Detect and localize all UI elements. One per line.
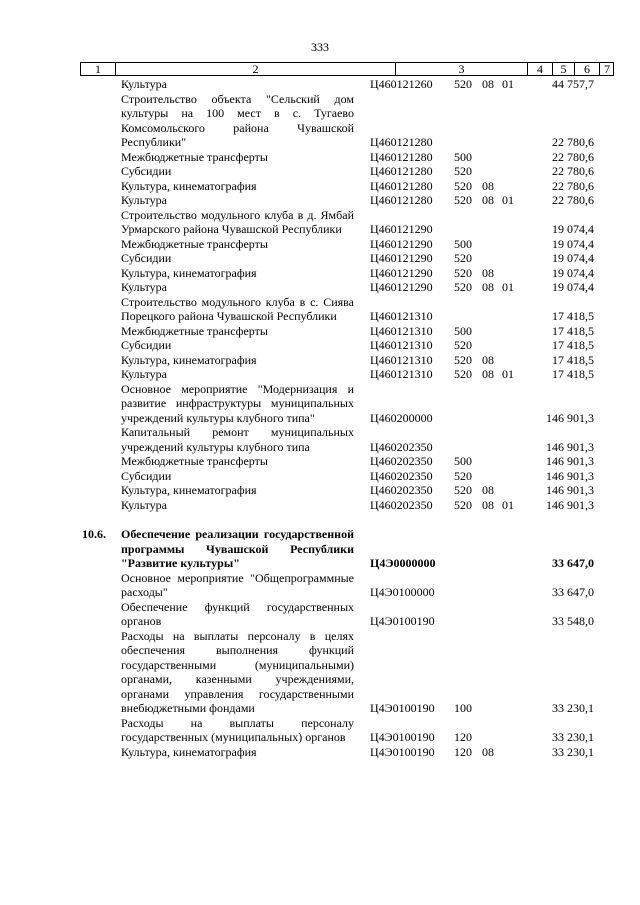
table-row [0,324,640,339]
row-vr: 01 [502,77,514,91]
row-rz: 520 [454,280,472,294]
row-name: Межбюджетные трансферты [121,149,268,164]
table-row [0,454,640,469]
table-row [0,498,640,513]
row-sum: 33 647,0 [552,585,594,599]
row-pr: 08 [482,280,494,294]
table-row [0,193,640,208]
table-row [0,571,640,600]
row-name: Субсидии [121,164,172,178]
row-code: Ц460121280 [370,135,433,149]
row-rz: 520 [454,367,472,381]
row-vr: 01 [502,193,514,207]
row-code: Ц4Э0100000 [370,585,435,599]
row-sum: 146 901,3 [546,454,594,468]
table-row [0,367,640,382]
row-name: Основное мероприятие "Общепрограммные расходы" [121,570,354,599]
row-code: Ц460121280 [370,193,433,207]
row-code: Ц4Э0100190 [370,744,435,759]
row-pr: 08 [482,193,494,207]
budget-rows-program [0,571,640,760]
row-name: Культура, кинематография [121,178,257,193]
table-row [0,237,640,252]
table-row [0,469,640,484]
row-code: Ц460202350 [370,439,433,454]
row-sum: 33 230,1 [552,701,594,715]
row-code: Ц460121310 [370,309,433,323]
row-vr: 01 [502,367,514,381]
row-name: Межбюджетные трансферты [121,323,268,338]
row-code: Ц460202350 [370,468,433,483]
row-code: Ц460121280 [370,178,433,193]
row-name: Культура [121,193,167,207]
row-sum: 19 074,4 [552,251,594,265]
row-rz: 520 [454,352,472,367]
row-sum: 19 074,4 [552,222,594,236]
row-name: Основное мероприятие "Модернизация и развитие инфраструктуры муниципальных учреждений культуры клубного типа" [121,381,354,425]
row-name: Культура [121,77,167,91]
table-row [0,745,640,760]
row-sum: 22 780,6 [552,149,594,164]
header-col-2: 2 [116,63,396,75]
table-row [0,338,640,353]
table-row [0,600,640,629]
section-name: Обеспечение реализации государственной программы Чувашской Республики "Развитие культуры" [121,527,354,570]
row-code: Ц460121280 [370,164,433,178]
table-header [80,62,614,76]
header-col-5: 5 [553,63,575,75]
row-sum: 17 418,5 [552,323,594,338]
row-rz: 500 [454,454,472,468]
row-code: Ц460202350 [370,497,433,512]
row-pr: 08 [482,77,494,91]
row-sum: 22 780,6 [552,193,594,207]
row-sum: 44 757,7 [552,77,594,91]
row-code: Ц4Э0100190 [370,614,435,628]
row-pr: 08 [482,178,494,193]
row-name: Культура, кинематография [121,483,257,497]
row-sum: 33 230,1 [552,744,594,759]
row-pr: 08 [482,497,494,512]
table-row [0,92,640,150]
row-sum: 146 901,3 [546,483,594,497]
section-code: Ц4Э0000000 [370,556,436,570]
row-sum: 22 780,6 [552,178,594,193]
table-row [0,483,640,498]
row-rz: 520 [454,497,472,512]
row-name: Субсидии [121,468,172,483]
row-code: Ц4Э0100190 [370,730,435,744]
row-name: Культура, кинематография [121,352,257,367]
row-name: Расходы на выплаты персоналу в целях обеспечения выполнения функций государственными (муниципальными) органами, казенными учреждениями, органами управления государственными внебюджетными фондами [121,628,354,715]
row-rz: 500 [454,236,472,251]
row-name: Строительство модульного клуба в д. Ямбай Урмарского района Чувашской Республики [121,207,354,236]
row-name: Культура [121,497,167,512]
section-row [0,527,640,571]
row-code: Ц460121290 [370,251,433,265]
row-code: Ц460202350 [370,483,433,497]
row-rz: 520 [454,251,472,265]
row-code: Ц460200000 [370,410,433,425]
table-row [0,425,640,454]
row-sum: 17 418,5 [552,309,594,323]
row-sum: 146 901,3 [546,468,594,483]
row-name: Культура [121,280,167,294]
row-pr: 08 [482,483,494,497]
row-rz: 520 [454,265,472,280]
budget-table-body [0,77,640,759]
row-sum: 19 074,4 [552,265,594,280]
row-rz: 520 [454,193,472,207]
row-sum: 146 901,3 [546,410,594,425]
budget-rows-culture [0,77,640,512]
row-name: Культура [121,367,167,381]
row-rz: 120 [454,744,472,759]
section-sum: 33 647,0 [552,556,594,570]
row-name: Расходы на выплаты персоналу государственных (муниципальных) органов [121,715,354,744]
row-rz: 500 [454,323,472,338]
row-name: Строительство модульного клуба в с. Сиява Порецкого района Чувашской Республики [121,294,354,323]
row-code: Ц460121290 [370,236,433,251]
row-sum: 17 418,5 [552,338,594,352]
row-sum: 17 418,5 [552,367,594,381]
table-row [0,77,640,92]
table-row [0,266,640,281]
row-pr: 08 [482,744,494,759]
row-name: Капитальный ремонт муниципальных учреждений культуры клубного типа [121,425,354,454]
row-pr: 08 [482,352,494,367]
row-name: Культура, кинематография [121,265,257,280]
row-sum: 22 780,6 [552,164,594,178]
row-rz: 520 [454,77,472,91]
row-name: Строительство объекта "Сельский дом культуры на 100 мест в с. Тугаево Комсомольского района Чувашской Республики" [121,91,354,149]
row-name: Субсидии [121,338,172,352]
row-rz: 520 [454,164,472,178]
row-code: Ц460121280 [370,149,433,164]
table-row [0,280,640,295]
table-row [0,150,640,165]
row-name: Культура, кинематография [121,744,257,759]
row-sum: 22 780,6 [552,135,594,149]
row-code: Ц460121310 [370,352,433,367]
row-pr: 08 [482,265,494,280]
table-row [0,179,640,194]
table-row [0,164,640,179]
row-name: Межбюджетные трансферты [121,236,268,251]
table-row [0,208,640,237]
row-code: Ц460121290 [370,280,433,294]
header-col-6: 6 [575,63,600,75]
header-col-7: 7 [604,62,610,76]
page-number: 333 [311,40,329,54]
row-code: Ц460121310 [370,338,433,352]
row-vr: 01 [502,280,514,294]
row-sum: 33 548,0 [552,614,594,628]
table-row [0,295,640,324]
header-col-1: 1 [81,63,116,75]
table-row [0,251,640,266]
row-sum: 17 418,5 [552,352,594,367]
row-name: Обеспечение функций государственных органов [121,599,354,628]
row-sum: 146 901,3 [546,439,594,454]
row-rz: 520 [454,178,472,193]
row-sum: 33 230,1 [552,730,594,744]
row-rz: 520 [454,468,472,483]
row-rz: 520 [454,338,472,352]
row-code: Ц460121310 [370,367,433,381]
row-rz: 100 [454,701,472,715]
row-rz: 500 [454,149,472,164]
table-row [0,629,640,716]
row-name: Межбюджетные трансферты [121,454,268,468]
row-code: Ц460121290 [370,265,433,280]
section-number: 10.6. [82,527,106,541]
row-code: Ц460121290 [370,222,433,236]
row-code: Ц4Э0100190 [370,701,435,715]
table-row [0,382,640,426]
row-sum: 19 074,4 [552,236,594,251]
header-col-4: 4 [528,63,553,75]
table-row [0,716,640,745]
row-sum: 146 901,3 [546,497,594,512]
row-code: Ц460121260 [370,77,433,91]
row-code: Ц460121310 [370,323,433,338]
header-col-3: 3 [396,63,528,75]
row-name: Субсидии [121,251,172,265]
table-row [0,353,640,368]
row-code: Ц460202350 [370,454,433,468]
row-vr: 01 [502,497,514,512]
row-rz: 120 [454,730,472,744]
row-rz: 520 [454,483,472,497]
row-pr: 08 [482,367,494,381]
row-sum: 19 074,4 [552,280,594,294]
